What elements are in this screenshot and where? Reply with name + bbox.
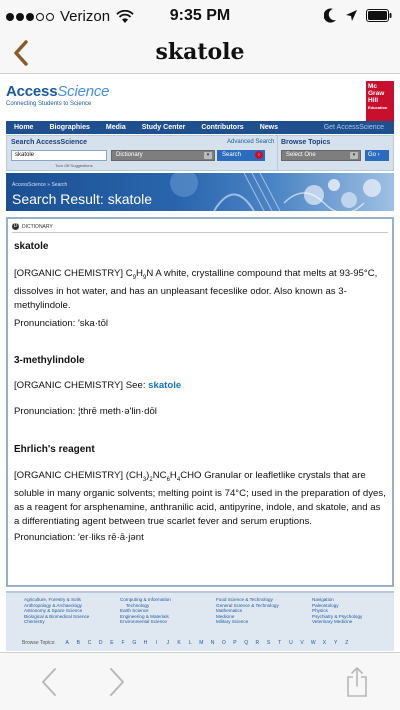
browse-letter-link[interactable]: I: [155, 639, 158, 646]
topic-link[interactable]: Navigation: [312, 597, 334, 602]
chevron-right-icon: [108, 667, 126, 697]
dictionary-icon: D: [13, 223, 18, 229]
entry-definition: [ORGANIC CHEMISTRY] $(CH_3)_2NC_6H_4CHO$ Granular or leafletlike crystals that are soluble in many organic solvents; melting point is 74°C; used in the preparation of dyes, as a reagent for arsphenamine, anthranilic acid, antipyrine, indole, and skatole, and as a differentiating agent between true scarlet fever and serum eruptions.: [14, 470, 386, 527]
forward-nav-button[interactable]: [100, 665, 134, 699]
browse-letter-link[interactable]: S: [266, 639, 271, 646]
search-results: [6, 217, 394, 587]
panel-divider: [277, 136, 278, 170]
logo-wordmark: AccessScience: [6, 83, 110, 100]
nav-media[interactable]: Media: [105, 124, 126, 131]
topic-link[interactable]: Food Science & Technology: [216, 597, 273, 602]
topic-link[interactable]: General Science & Technology: [216, 602, 279, 608]
search-button[interactable]: Search ›: [217, 150, 265, 161]
entry-definition: [ORGANIC CHEMISTRY] $C_9H_9N$ A white, crystalline compound that melts at 93-95°C, dissolves in hot water, and has an unpleasant feceslike odor. Also known as 3-methylindole.: [14, 268, 378, 311]
topic-link[interactable]: Engineering & Materials: [120, 613, 169, 619]
browse-letter-link[interactable]: N: [210, 639, 215, 646]
browse-letter-link[interactable]: G: [132, 639, 137, 646]
breadcrumb[interactable]: AccessScience » Search: [12, 182, 68, 188]
battery-icon: [366, 9, 392, 22]
browse-letter-link[interactable]: D: [98, 639, 103, 646]
topic-link[interactable]: Earth Science: [120, 608, 149, 614]
back-nav-button[interactable]: [32, 665, 66, 699]
status-bar: [0, 0, 400, 34]
topic-column: [24, 597, 120, 625]
browse-letter-link[interactable]: K: [177, 639, 181, 646]
navigation-bar: [0, 34, 400, 74]
accessscience-logo[interactable]: [6, 83, 109, 107]
browse-letters: [22, 638, 380, 647]
browse-letter-link[interactable]: W: [310, 639, 316, 646]
browse-letter-link[interactable]: V: [300, 639, 304, 646]
chevron-down-icon: ▾: [204, 152, 212, 159]
page-title: skatole: [155, 39, 245, 65]
search-input[interactable]: skatole: [11, 150, 107, 161]
browse-letter-link[interactable]: Z: [345, 639, 349, 646]
browse-letter-link[interactable]: E: [110, 639, 114, 646]
topic-link[interactable]: Agriculture, Forestry & Soils: [24, 597, 81, 602]
moon-icon: [324, 8, 337, 23]
site-header: [0, 75, 400, 119]
browse-letter-link[interactable]: Y: [333, 639, 338, 646]
search-scope-select[interactable]: Dictionary ▾: [111, 150, 215, 161]
entry-heading: Ehrlich's reagent: [14, 444, 95, 455]
entry-heading: skatole: [14, 241, 49, 252]
browse-letter-link[interactable]: M: [199, 639, 204, 646]
topic-link[interactable]: Paleontology: [312, 602, 339, 608]
nav-news[interactable]: News: [259, 124, 278, 131]
nav-home[interactable]: Home: [14, 124, 34, 131]
browse-topics-select[interactable]: Select One ▾: [281, 150, 361, 161]
share-button[interactable]: [340, 665, 374, 699]
topic-link[interactable]: Physics: [312, 608, 328, 614]
entry-pronunciation: Pronunciation: ′er·liks rē·ā·jənt: [14, 532, 144, 543]
topic-link[interactable]: Computing & Information: [120, 597, 171, 602]
browse-letter-link[interactable]: R: [255, 639, 260, 646]
status-time: 9:35 PM: [169, 7, 231, 24]
science-collage-image: [144, 173, 394, 211]
entry-pronunciation: Pronunciation: ¦thrē meth·ə′lin·dōl: [14, 406, 157, 417]
topic-link[interactable]: Medicine: [216, 613, 235, 619]
nav-contributors[interactable]: Contributors: [201, 124, 244, 131]
topic-link[interactable]: Astronomy & Space Science: [24, 608, 83, 614]
suggestions-toggle-link[interactable]: Turn Off Suggestions: [55, 163, 93, 168]
browse-go-button[interactable]: Go ›: [365, 150, 389, 161]
entry-definition: [ORGANIC CHEMISTRY] See: skatole: [14, 380, 182, 391]
status-icons: [324, 8, 392, 23]
topic-link[interactable]: Environmental Science: [120, 619, 167, 625]
topic-link[interactable]: Anthropology & Archaeology: [24, 602, 82, 608]
divider: [12, 232, 388, 233]
search-panel: [6, 135, 394, 171]
results-heading: Search Result: skatole: [12, 191, 153, 207]
entry-heading: 3-methylindole: [14, 355, 85, 366]
browse-letter-link[interactable]: P: [233, 639, 237, 646]
arrow-right-icon: ›: [255, 151, 263, 159]
search-panel-title: Search AccessScience: [11, 139, 88, 146]
browse-letter-link[interactable]: L: [188, 639, 192, 646]
browse-letter-link[interactable]: H: [143, 639, 148, 646]
carrier-name: Verizon: [60, 8, 111, 25]
topic-column: [120, 597, 216, 625]
browse-letter-link[interactable]: C: [87, 639, 92, 646]
topic-link[interactable]: Veterinary Medicine: [312, 619, 353, 625]
topic-column: [312, 597, 384, 625]
browse-letter-link[interactable]: U: [289, 639, 293, 646]
browse-letter-link[interactable]: T: [278, 639, 282, 646]
browse-letter-link[interactable]: O: [221, 639, 226, 646]
advanced-search-link[interactable]: Advanced Search: [227, 139, 275, 145]
logo-tagline: Connecting Students to Science: [6, 101, 92, 107]
topic-link[interactable]: Technology: [126, 602, 150, 608]
topic-link[interactable]: Biological & Biomedical Science: [24, 613, 90, 619]
browse-letter-link[interactable]: A: [65, 639, 69, 646]
share-icon: [345, 666, 369, 698]
browse-topics-title: Browse Topics: [281, 139, 331, 146]
nav-biographies[interactable]: Biographies: [49, 124, 90, 131]
web-view[interactable]: [0, 75, 400, 651]
browse-topics-label: Browse Topics:: [22, 639, 56, 646]
topic-link[interactable]: Psychiatry & Psychology: [312, 613, 363, 619]
browse-letter-link[interactable]: Q: [244, 639, 249, 646]
topic-links: [24, 597, 384, 625]
site-top-nav: [6, 121, 394, 134]
browse-letter-link[interactable]: F: [121, 639, 125, 646]
topic-column: [216, 597, 312, 625]
bottom-toolbar: [0, 652, 400, 710]
chevron-down-icon: ▾: [350, 152, 358, 159]
results-banner: [6, 173, 394, 211]
nav-get-accessscience[interactable]: Get AccessScience: [323, 124, 384, 131]
nav-study-center[interactable]: Study Center: [141, 124, 186, 131]
browse-letter-link[interactable]: X: [322, 639, 327, 646]
mcgraw-hill-logo[interactable]: Mc Graw Hill Education: [366, 81, 394, 121]
topic-link[interactable]: Chemistry: [24, 619, 45, 625]
topic-link[interactable]: Military Science: [216, 619, 249, 625]
entry-pronunciation: Pronunciation: ′ska·tōl: [14, 318, 109, 329]
topic-link[interactable]: Mathematics: [216, 608, 243, 614]
location-arrow-icon: [345, 9, 358, 22]
chevron-left-icon: [40, 667, 58, 697]
see-also-link[interactable]: skatole: [148, 380, 182, 391]
browse-letter-link[interactable]: J: [166, 639, 170, 646]
browse-letter-link[interactable]: B: [76, 639, 80, 646]
dictionary-section-label: D DICTIONARY: [13, 223, 53, 230]
site-footer: [6, 591, 394, 651]
